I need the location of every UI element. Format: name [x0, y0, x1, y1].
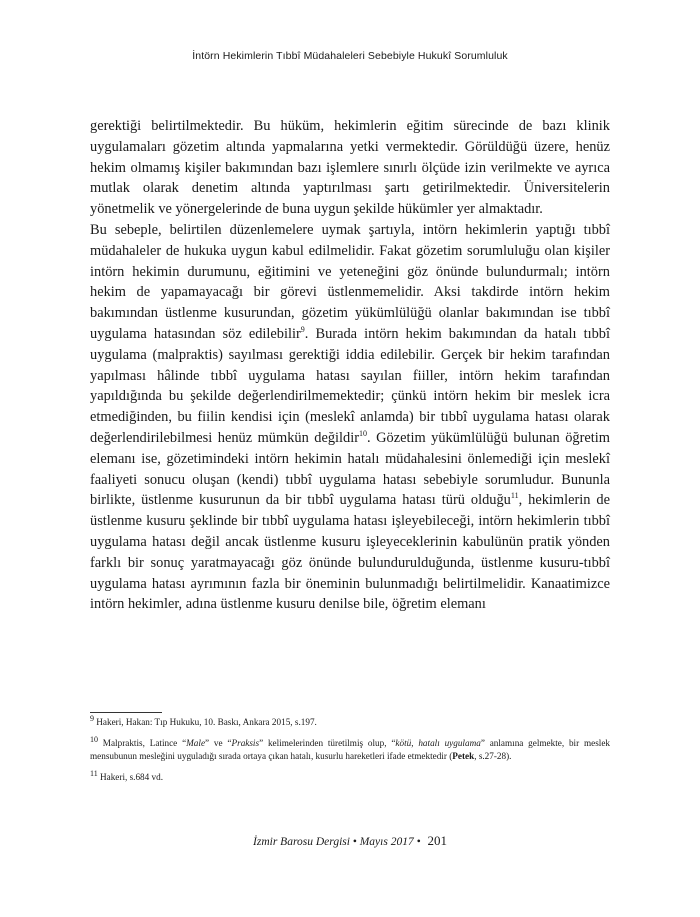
bold-text: Petek: [452, 751, 475, 761]
text-run: ” anlamına gelmekte, bir meslek mensubunun mesleğini uyguladığı sırada ortaya çıkan hatalı, kusurlu hareketleri ifade etmektedir (: [90, 738, 610, 761]
text-run: . Gözetim yükümlülüğü bulunan öğretim elemanı ise, gözetimindeki intörn hekimin hatalı müdahalesini önlemediği için meslekî faaliyeti sonucu oluşan (kendi) tıbbî uygulama hatası sebebiyle sorumludur. Bununla birlikte, üstlenme kusurunun da bir tıbbî uygulama hatası türü olduğu: [90, 429, 610, 509]
text-run: Malpraktis, Latince “: [98, 738, 187, 748]
footnote-separator: [90, 712, 162, 713]
running-header: İntörn Hekimlerin Tıbbî Müdahaleleri Sebebiyle Hukukî Sorumluluk: [192, 50, 508, 62]
text-run: ” kelimelerinden türetilmiş olup, “: [259, 738, 396, 748]
italic-text: Praksis: [231, 738, 260, 748]
italic-text: Male: [186, 738, 206, 748]
footnote-ref: 10: [359, 429, 368, 439]
footnote-ref: 11: [510, 491, 519, 501]
footnote-number: 9: [90, 713, 94, 723]
text-run: , hekimlerin de üstlenme kusuru şeklinde bir tıbbî uygulama hatası işleyebileceği, intörn hekimlerin tıbbî uygulama hatası değil ancak üstlenme kusuru işleyeceklerinin kabulünün pratik yönden farklı bir sonuç yaratmayacağı göz önünde bulundurulduğunda, üstlenme kusuru-tıbbî uygulama hatası ayrımının fazla bir öneminin bulunmadığı belirtilmelidir. Kanaatimizce intörn hekimler, adına üstlenme kusuru denilse bile, öğretim elemanı: [90, 492, 611, 613]
footnote-ref: 9: [300, 325, 305, 335]
footnote-number: 10: [90, 734, 98, 744]
text-run: ” ve “: [205, 738, 232, 748]
page-footer: [0, 833, 700, 849]
footnote: [90, 768, 610, 784]
text-run: gerektiği belirtilmektedir. Bu hüküm, hekimlerin eğitim sürecinde de bazı klinik uygulamaları gözetim altında yapmalarına yetki vermektedir. Görüldüğü üzere, henüz hekim olmamış kişiler bakımından bazı işlemlere sınırlı ölçüde izin verilmekte ve ayrıca mutlak olarak denetim altında yaptırılması şartı getirilmektedir. Üniversitelerin yönetmelik ve yönergelerinde de buna uygun şekilde hükümler yer almaktadır.: [90, 118, 610, 218]
text-run: Hakeri, s.684 vd.: [97, 772, 164, 782]
footnotes: [90, 713, 610, 792]
text-run: , s.27-28).: [474, 751, 512, 761]
text-run: Bu sebeple, belirtilen düzenlemelere uymak şartıyla, intörn hekimlerin yaptığı tıbbî müdahaleler de hukuka uygun kabul edilmelidir. Fakat gözetim sorumluluğu olan kişiler intörn hekimin durumunu, eğitimini ve yeteneğini göz önünde bulundurmalı; intörn hekim de yapamayacağı bir görevi üstlenmemelidir. Aksi takdirde intörn hekim bakımından üstlenme kusurundan, gözetim yükümlülüğü olanlar bakımından ise tıbbî uygulama hatasından söz edilebilir: [90, 221, 610, 342]
text-run: Hakeri, Hakan: Tıp Hukuku, 10. Baskı, Ankara 2015, s.197.: [94, 717, 317, 727]
footnote: [90, 713, 610, 729]
page-number: 201: [427, 833, 447, 848]
italic-text: kötü, hatalı uygulama: [395, 738, 481, 748]
paragraph: [90, 220, 610, 615]
footnote: [90, 734, 610, 763]
paragraph: [90, 116, 610, 220]
footnote-number: 11: [90, 768, 98, 778]
journal-name: İzmir Barosu Dergisi • Mayıs 2017 •: [253, 836, 421, 848]
body-text: [90, 116, 610, 615]
text-run: . Burada intörn hekim bakımından da hatalı tıbbî uygulama (malpraktis) sayılması gerektiği iddia edilebilir. Gerçek bir hekim tarafından yapılması hâlinde tıbbî uygulama hatası sayılan fiiller, intörn hekim tarafından yapıldığında bu şekilde değerlendirilmemektedir; çünkü intörn hekim bir meslek icra etmediğinden, bu fiilin kendisi için (meslekî anlamda) bir tıbbî uygulama hatası olarak değerlendirilebilmesi henüz mümkün değildir: [90, 325, 610, 446]
